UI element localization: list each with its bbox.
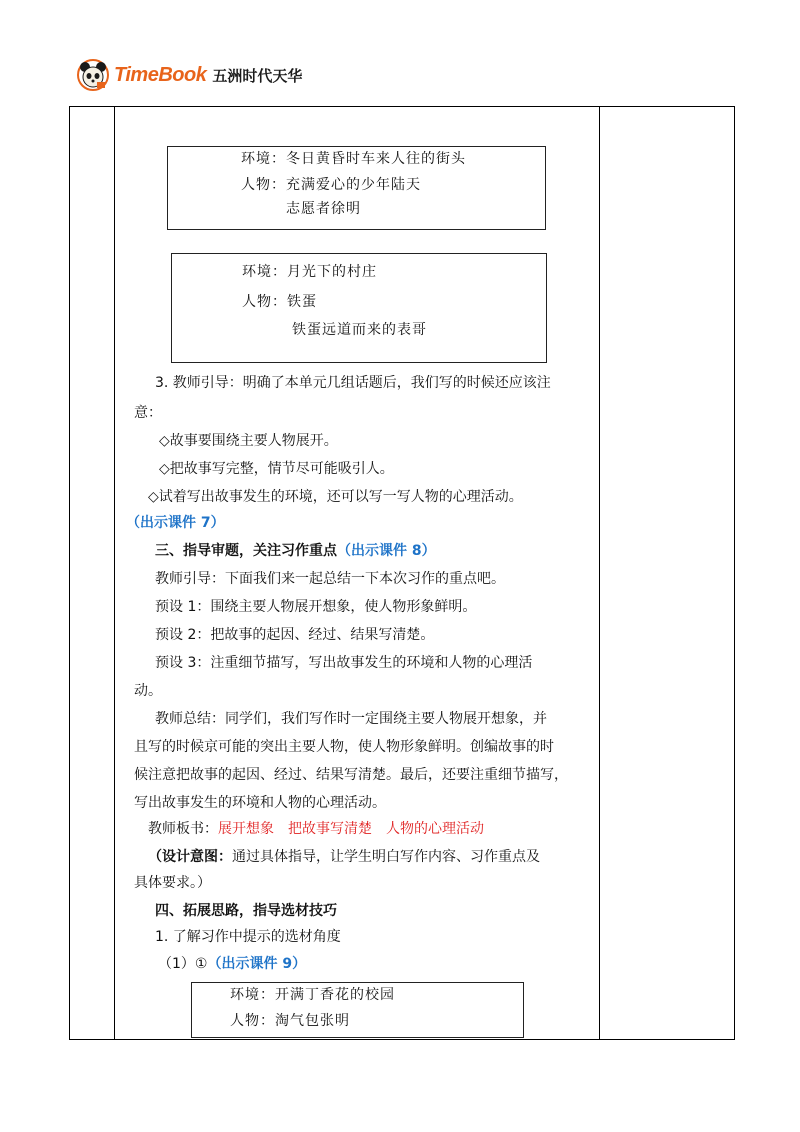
summary-line4: 写出故事发生的环境和人物的心理活动。 xyxy=(134,795,386,811)
logo-chinese-text: 五洲时代天华 xyxy=(212,66,303,85)
sub-item-1-prefix: （1）① xyxy=(158,956,208,972)
blackboard-content: 展开想象 把故事写清楚 人物的心理活动 xyxy=(218,821,484,837)
box-character-extra: 铁蛋远道而来的表哥 xyxy=(292,322,427,338)
preset-2: 预设 2：把故事的起因、经过、结果写清楚。 xyxy=(155,627,435,643)
logo-text: TimeBook xyxy=(114,63,207,86)
table-column-divider-right xyxy=(599,107,600,1039)
summary-line2: 且写的时候京可能的突出主要人物，使人物形象鲜明。创编故事的时 xyxy=(134,739,554,755)
scenario-box-2 xyxy=(171,253,547,363)
preset-1: 预设 1：围绕主要人物展开想象，使人物形象鲜明。 xyxy=(155,599,477,615)
teacher-guide: 教师引导：下面我们来一起总结一下本次习作的重点吧。 xyxy=(155,571,505,587)
box-character-extra: 志愿者徐明 xyxy=(286,201,361,217)
bullet-1: ◇故事要围绕主要人物展开。 xyxy=(159,433,338,449)
summary-line1: 教师总结：同学们，我们写作时一定围绕主要人物展开想象，并 xyxy=(155,711,547,727)
panda-logo-icon xyxy=(76,58,110,92)
box-environment: 环境：月光下的村庄 xyxy=(242,264,377,280)
courseware-9-label: （出示课件 9） xyxy=(207,956,307,972)
summary-line3: 候注意把故事的起因、经过、结果写清楚。最后，还要注重细节描写， xyxy=(134,767,568,783)
design-intent-line1 xyxy=(148,846,540,868)
design-intent-text: 通过具体指导，让学生明白写作内容、习作重点及 xyxy=(232,849,540,865)
courseware-7-label: （出示课件 7） xyxy=(126,515,225,531)
paragraph-3-line2: 意： xyxy=(134,405,162,421)
courseware-8-label: （出示课件 8） xyxy=(337,543,436,559)
item-1: 1. 了解习作中提示的选材角度 xyxy=(155,929,341,945)
preset-3-line2: 动。 xyxy=(134,683,162,699)
paragraph-3-line1: 3. 教师引导：明确了本单元几组话题后，我们写的时候还应该注 xyxy=(155,375,551,391)
bullet-3: ◇试着写出故事发生的环境，还可以写一写人物的心理活动。 xyxy=(148,489,523,505)
section-3-heading xyxy=(155,540,436,562)
box-character: 人物：铁蛋 xyxy=(242,294,317,310)
scenario-box-3 xyxy=(191,982,524,1038)
blackboard-line xyxy=(148,818,484,840)
box-environment: 环境：开满丁香花的校园 xyxy=(230,987,395,1003)
blackboard-label: 教师板书： xyxy=(148,821,218,837)
preset-3-line1: 预设 3：注重细节描写，写出故事发生的环境和人物的心理活 xyxy=(155,655,533,671)
section-3-title: 三、指导审题，关注习作重点 xyxy=(155,543,337,559)
box-environment: 环境：冬日黄昏时车来人往的街头 xyxy=(241,151,466,167)
box-character: 人物：淘气包张明 xyxy=(230,1013,350,1029)
section-4-title: 四、拓展思路，指导选材技巧 xyxy=(155,903,337,919)
design-intent-label: （设计意图： xyxy=(148,849,232,865)
timebook-logo xyxy=(76,58,302,92)
bullet-2: ◇把故事写完整，情节尽可能吸引人。 xyxy=(159,461,394,477)
box-character: 人物：充满爱心的少年陆天 xyxy=(241,177,421,193)
scenario-box-1 xyxy=(167,146,546,230)
sub-item-1 xyxy=(158,953,306,975)
design-intent-line2: 具体要求。） xyxy=(134,875,211,891)
table-column-divider-left xyxy=(114,107,115,1039)
